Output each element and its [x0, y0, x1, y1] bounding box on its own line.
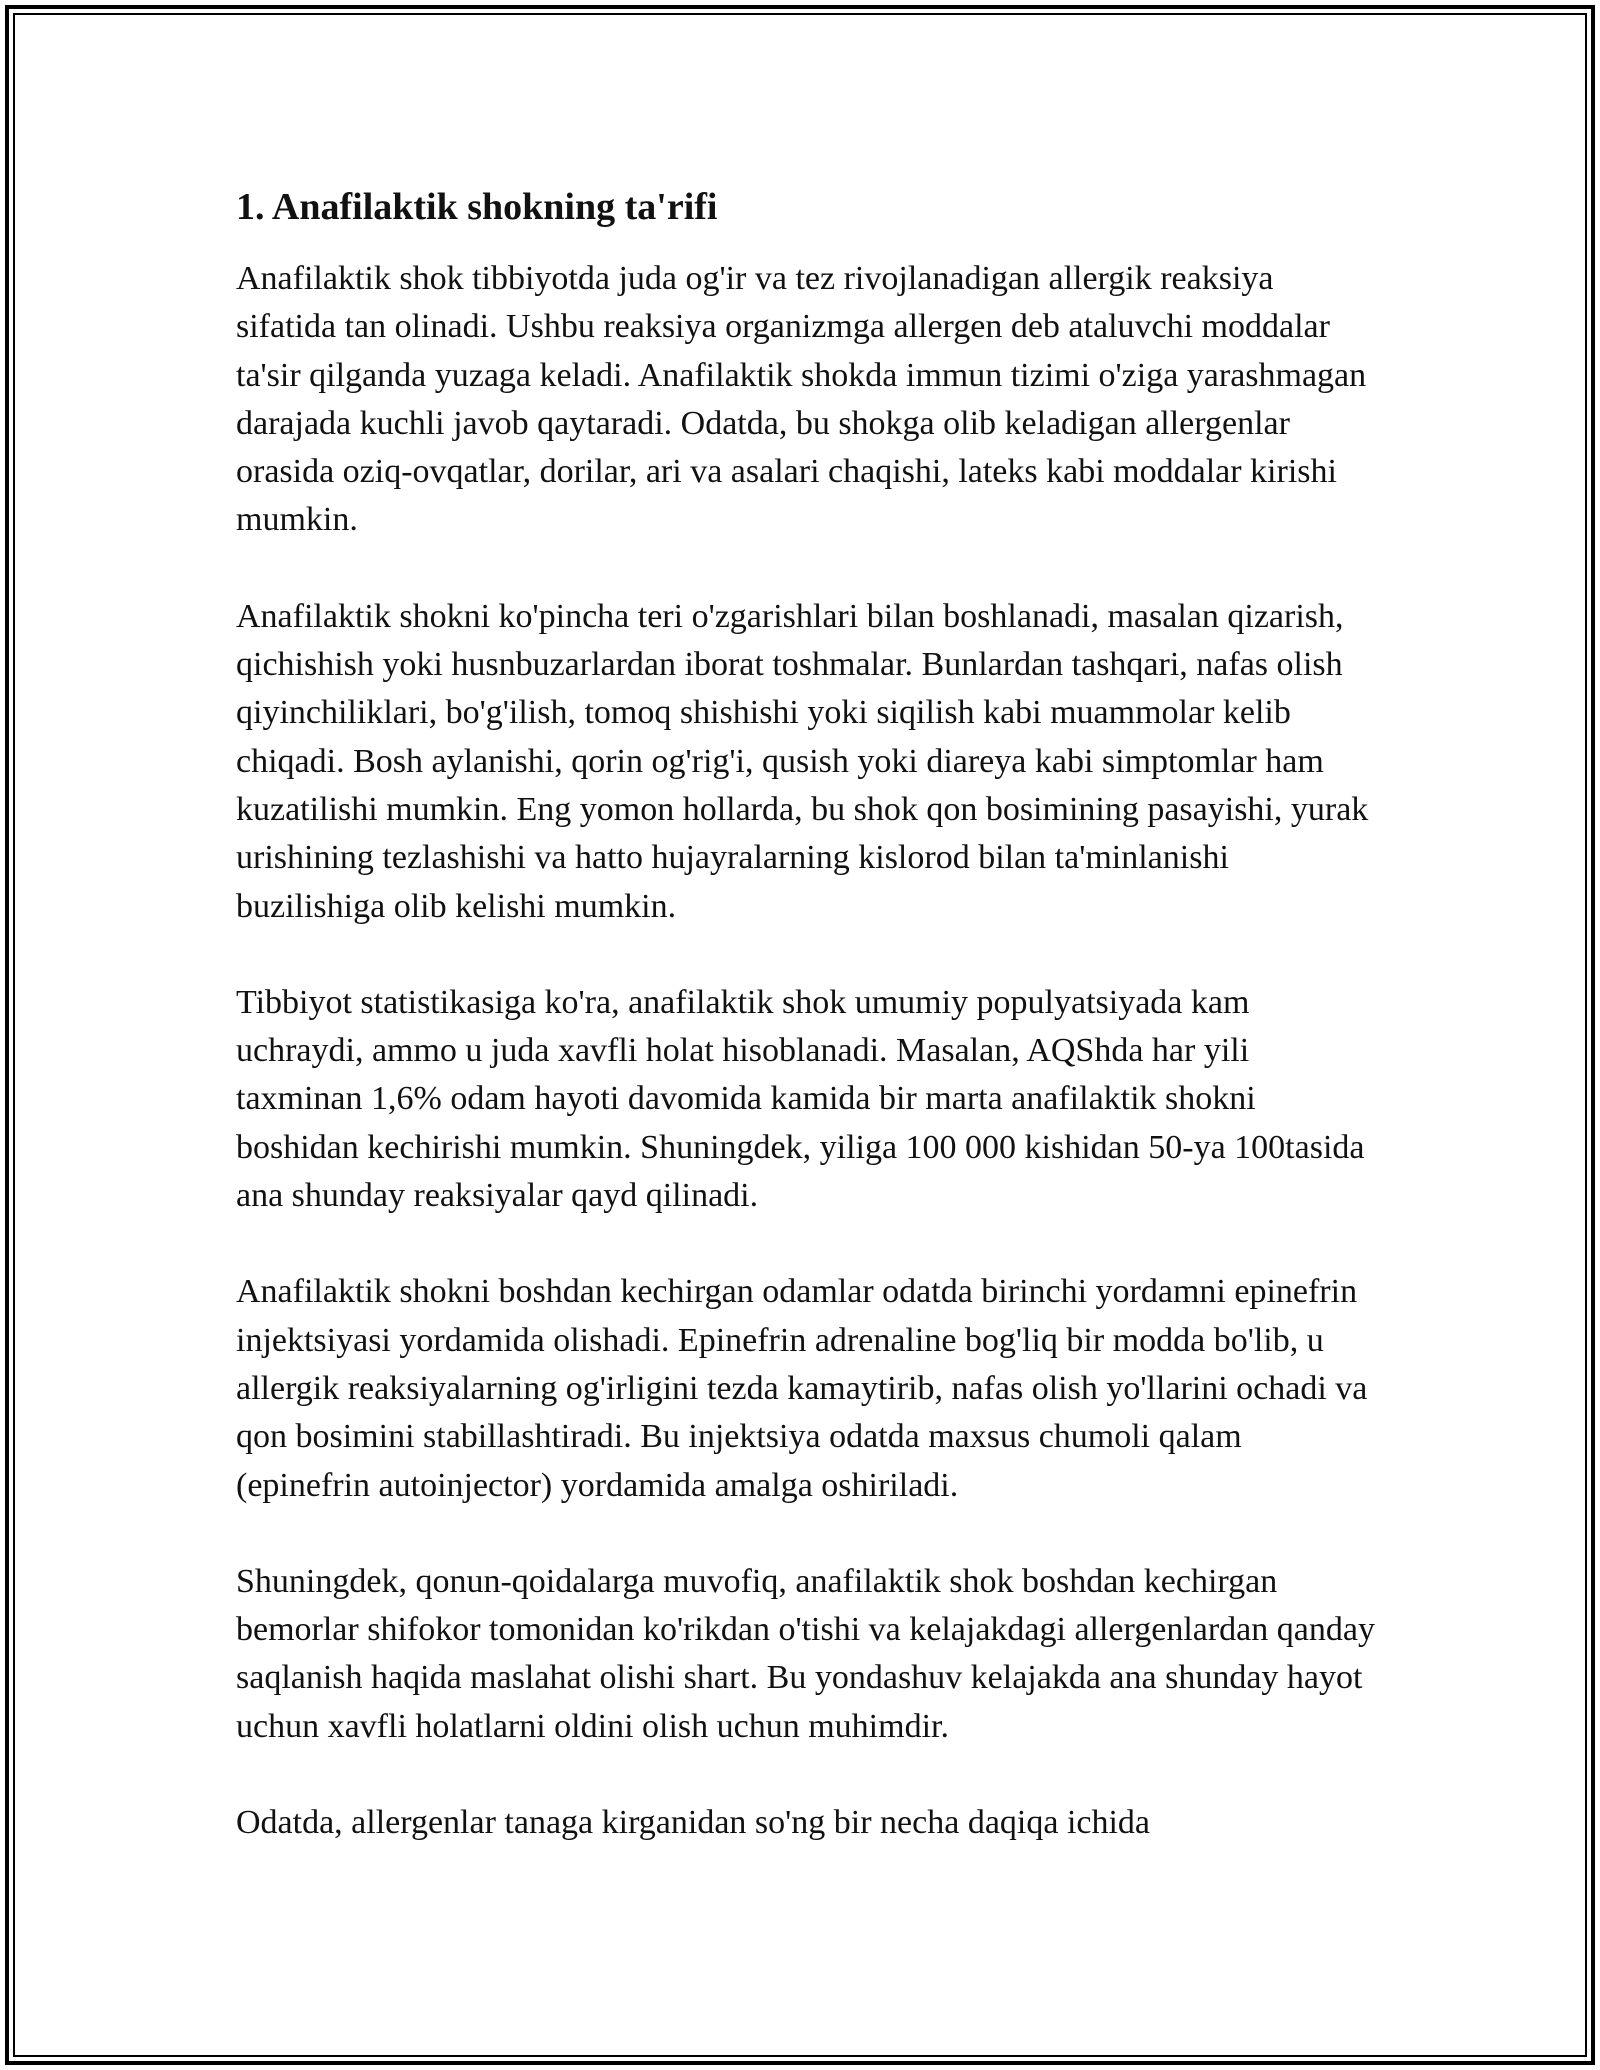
- section-heading: 1. Anafilaktik shokning ta'rifi: [236, 186, 718, 228]
- paragraph-onset: Odatda, allergenlar tanaga kirganidan so'ng bir necha daqiqa ichida: [236, 1804, 1151, 1842]
- paragraph-statistics: Tibbiyot statistikasiga ko'ra, anafilaktik shok umumiy populyatsiyada kam uchraydi, ammo u juda xavfli holat hisoblanadi. Masalan, AQShda har yili taxminan 1,6% odam hayoti davomida kamida bir marta anafilaktik shokni boshidan kechirishi mumkin. Shuningdek, yiliga 100 000 kishidan 50-ya 100tasida ana shunday reaksiyalar qayd qilinadi.: [236, 983, 1365, 1215]
- paragraph-treatment: Anafilaktik shokni boshdan kechirgan odamlar odatda birinchi yordamni epinefrin injektsiyasi yordamida olishadi. Epinefrin adrenaline bog'liq bir modda bo'lib, u allergik reaksiyalarning og'irligini tezda kamaytirib, nafas olish yo'llarini ochadi va qon bosimini stabillashtiradi. Bu injektsiya odatda maxsus chumoli qalam (epinefrin autoinjector) yordamida amalga oshiriladi.: [236, 1273, 1368, 1504]
- paragraph-follow-up: Shuningdek, qonun-qoidalarga muvofiq, anafilaktik shok boshdan kechirgan bemorlar shifokor tomonidan ko'rikdan o'tishi va kelajakdagi allergenlardan qanday saqlanish haqida maslahat olishi shart. Bu yondashuv kelajakda ana shunday hayot uchun xavfli holatlarni oldini olish uchun muhimdir.: [236, 1562, 1375, 1745]
- paragraph-symptoms: Anafilaktik shokni ko'pincha teri o'zgarishlari bilan boshlanadi, masalan qizarish, qichishish yoki husnbuzarlardan iborat toshmalar. Bunlardan tashqari, nafas olish qiyinchiliklari, bo'g'ilish, tomoq shishishi yoki siqilish kabi muammolar kelib chiqadi. Bosh aylanishi, qorin og'rig'i, qusish yoki diareya kabi simptomlar ham kuzatilishi mumkin. Eng yomon hollarda, bu shok qon bosimining pasayishi, yurak urishining tezlashishi va hatto hujayralarning kislorod bilan ta'minlanishi buzilishiga olib kelishi mumkin.: [236, 597, 1369, 925]
- paragraph-definition: Anafilaktik shok tibbiyotda juda og'ir va tez rivojlanadigan allergik reaksiya sifatida tan olinadi. Ushbu reaksiya organizmga allergen deb ataluvchi moddalar ta'sir qilganda yuzaga keladi. Anafilaktik shokda immun tizimi o'ziga yarashmagan darajada kuchli javob qaytaradi. Odatda, bu shokga olib keladigan allergenlar orasida oziq-ovqatlar, dorilar, ari va asalari chaqishi, lateks kabi moddalar kirishi mumkin.: [236, 260, 1367, 539]
- document-body: [236, 183, 1376, 1847]
